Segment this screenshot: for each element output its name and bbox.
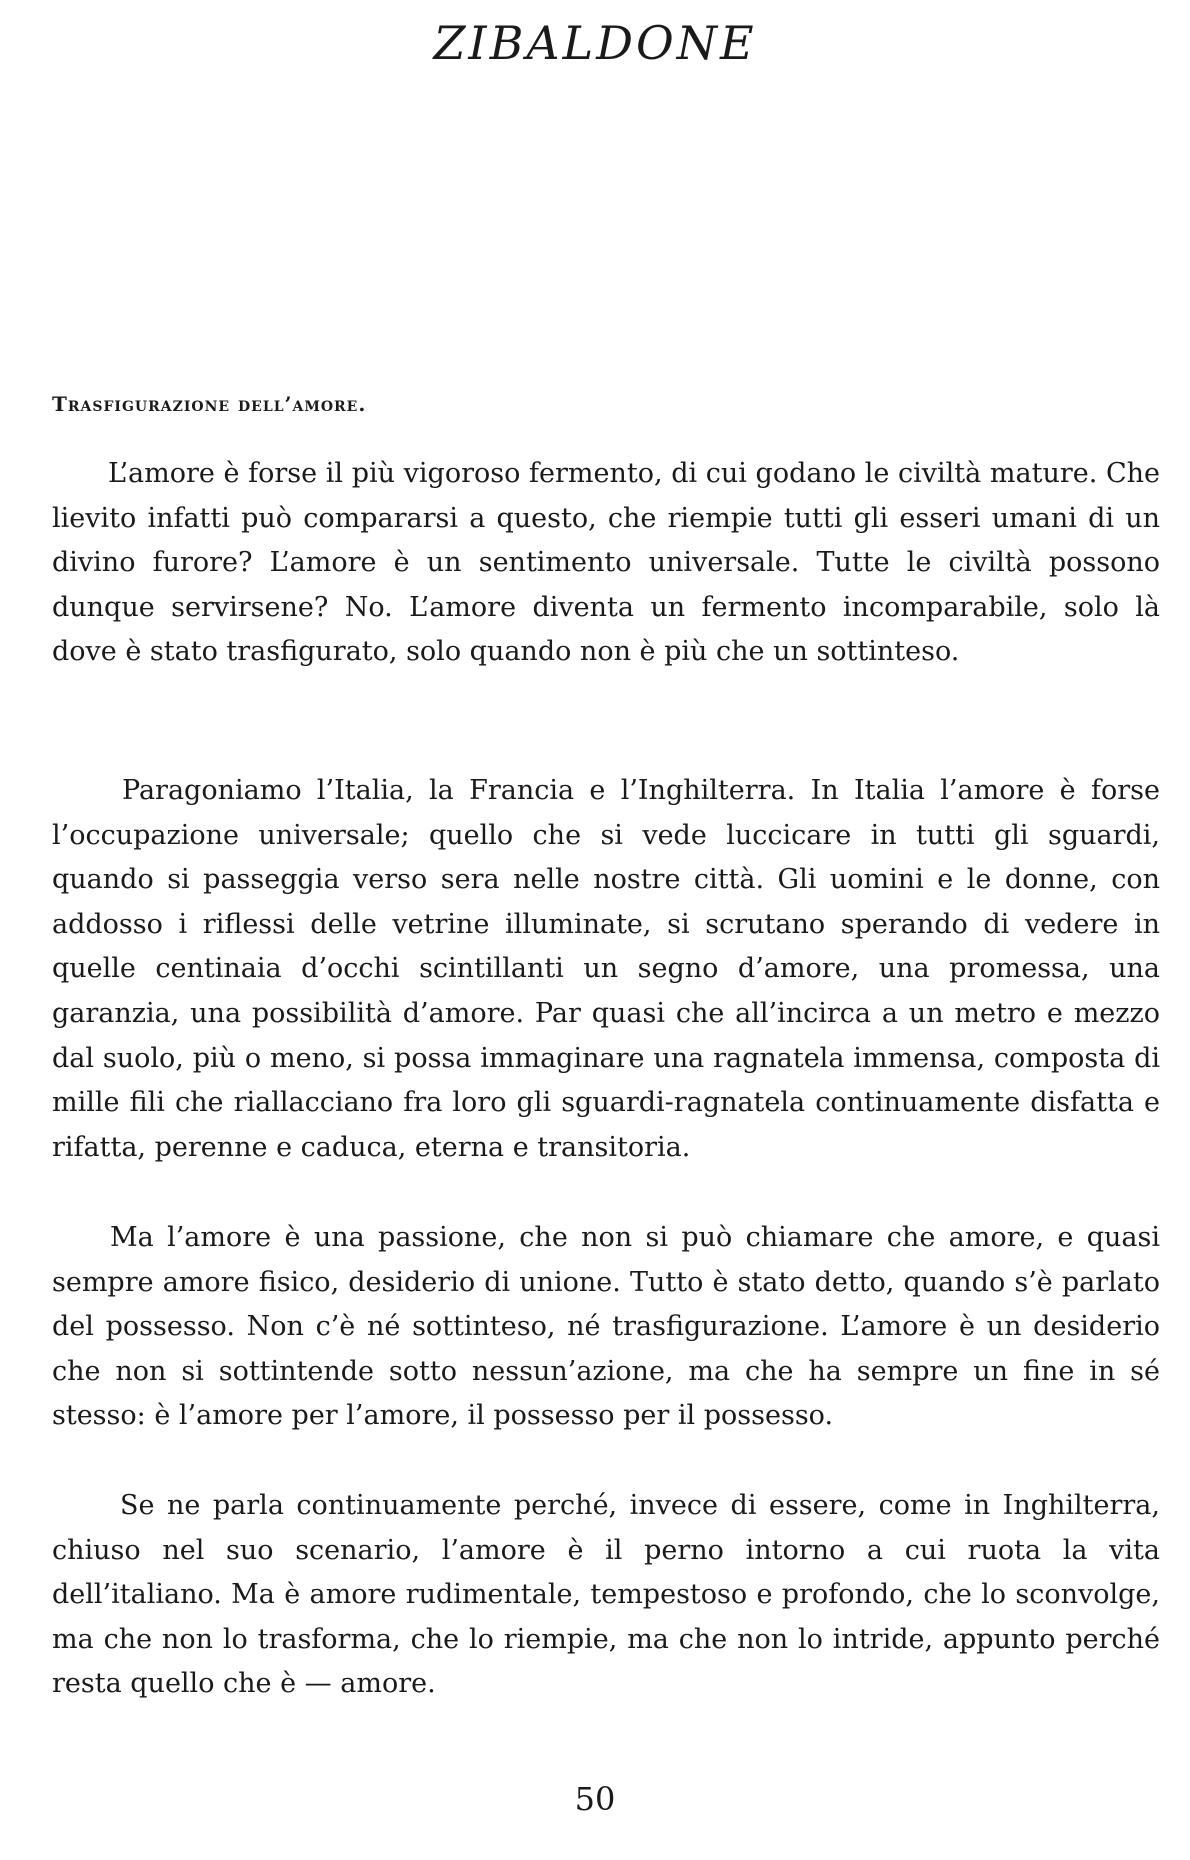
paragraph-4: Se ne parla continuamente perché, invece di essere, come in Inghilterra, chiuso nel suo scenario, l’amore è il perno intorno a cui ruota la vita dell’italiano. Ma è amore rudimentale, tempestoso e profondo, che lo sconvolge, ma che non lo trasforma, che lo riempie, ma che non lo intride, appunto perché resta quello che è — amore. xyxy=(52,1490,1160,1700)
section-heading: Trasfigurazione dell’amore. xyxy=(52,392,367,416)
page-number: 50 xyxy=(574,1780,616,1818)
paragraph-2: Paragoniamo l’Italia, la Francia e l’Inghilterra. In Italia l’amore è forse l’occupazione universale; quello che si vede luccicare in tutti gli sguardi, quando si passeggia verso sera nelle nostre città. Gli uomini e le donne, con addosso i riflessi delle vetrine illuminate, si scrutano sperando di vedere in quelle centinaia d’occhi scintillanti un segno d’amore, una promessa, una garanzia, una possibilità d’amore. Par quasi che all’incirca a un metro e mezzo dal suolo, più o meno, si possa immaginare una ragnatela immensa, composta di mille fili che riallacciano fra loro gli sguardi-ragnatela continuamente disfatta e rifatta, perenne e caduca, eterna e transitoria. xyxy=(52,775,1160,1163)
paragraph-1: L’amore è forse il più vigoroso fermento, di cui godano le civiltà mature. Che lievito infatti può compararsi a questo, che riempie tutti gli esseri umani di un divino furore? L’amore è un sentimento universale. Tutte le civiltà possono dunque servirsene? No. L’amore diventa un fermento incomparabile, solo là dove è stato trasfigurato, solo quando non è più che un sottinteso. xyxy=(52,458,1160,668)
page-title: ZIBALDONE xyxy=(433,16,757,70)
paragraph-3: Ma l’amore è una passione, che non si può chiamare che amore, e quasi sempre amore fisico, desiderio di unione. Tutto è stato detto, quando s’è parlato del possesso. Non c’è né sottinteso, né trasfigurazione. L’amore è un desiderio che non si sottintende sotto nessun’azione, ma che ha sempre un fine in sé stesso: è l’amore per l’amore, il possesso per il possesso. xyxy=(52,1222,1160,1432)
